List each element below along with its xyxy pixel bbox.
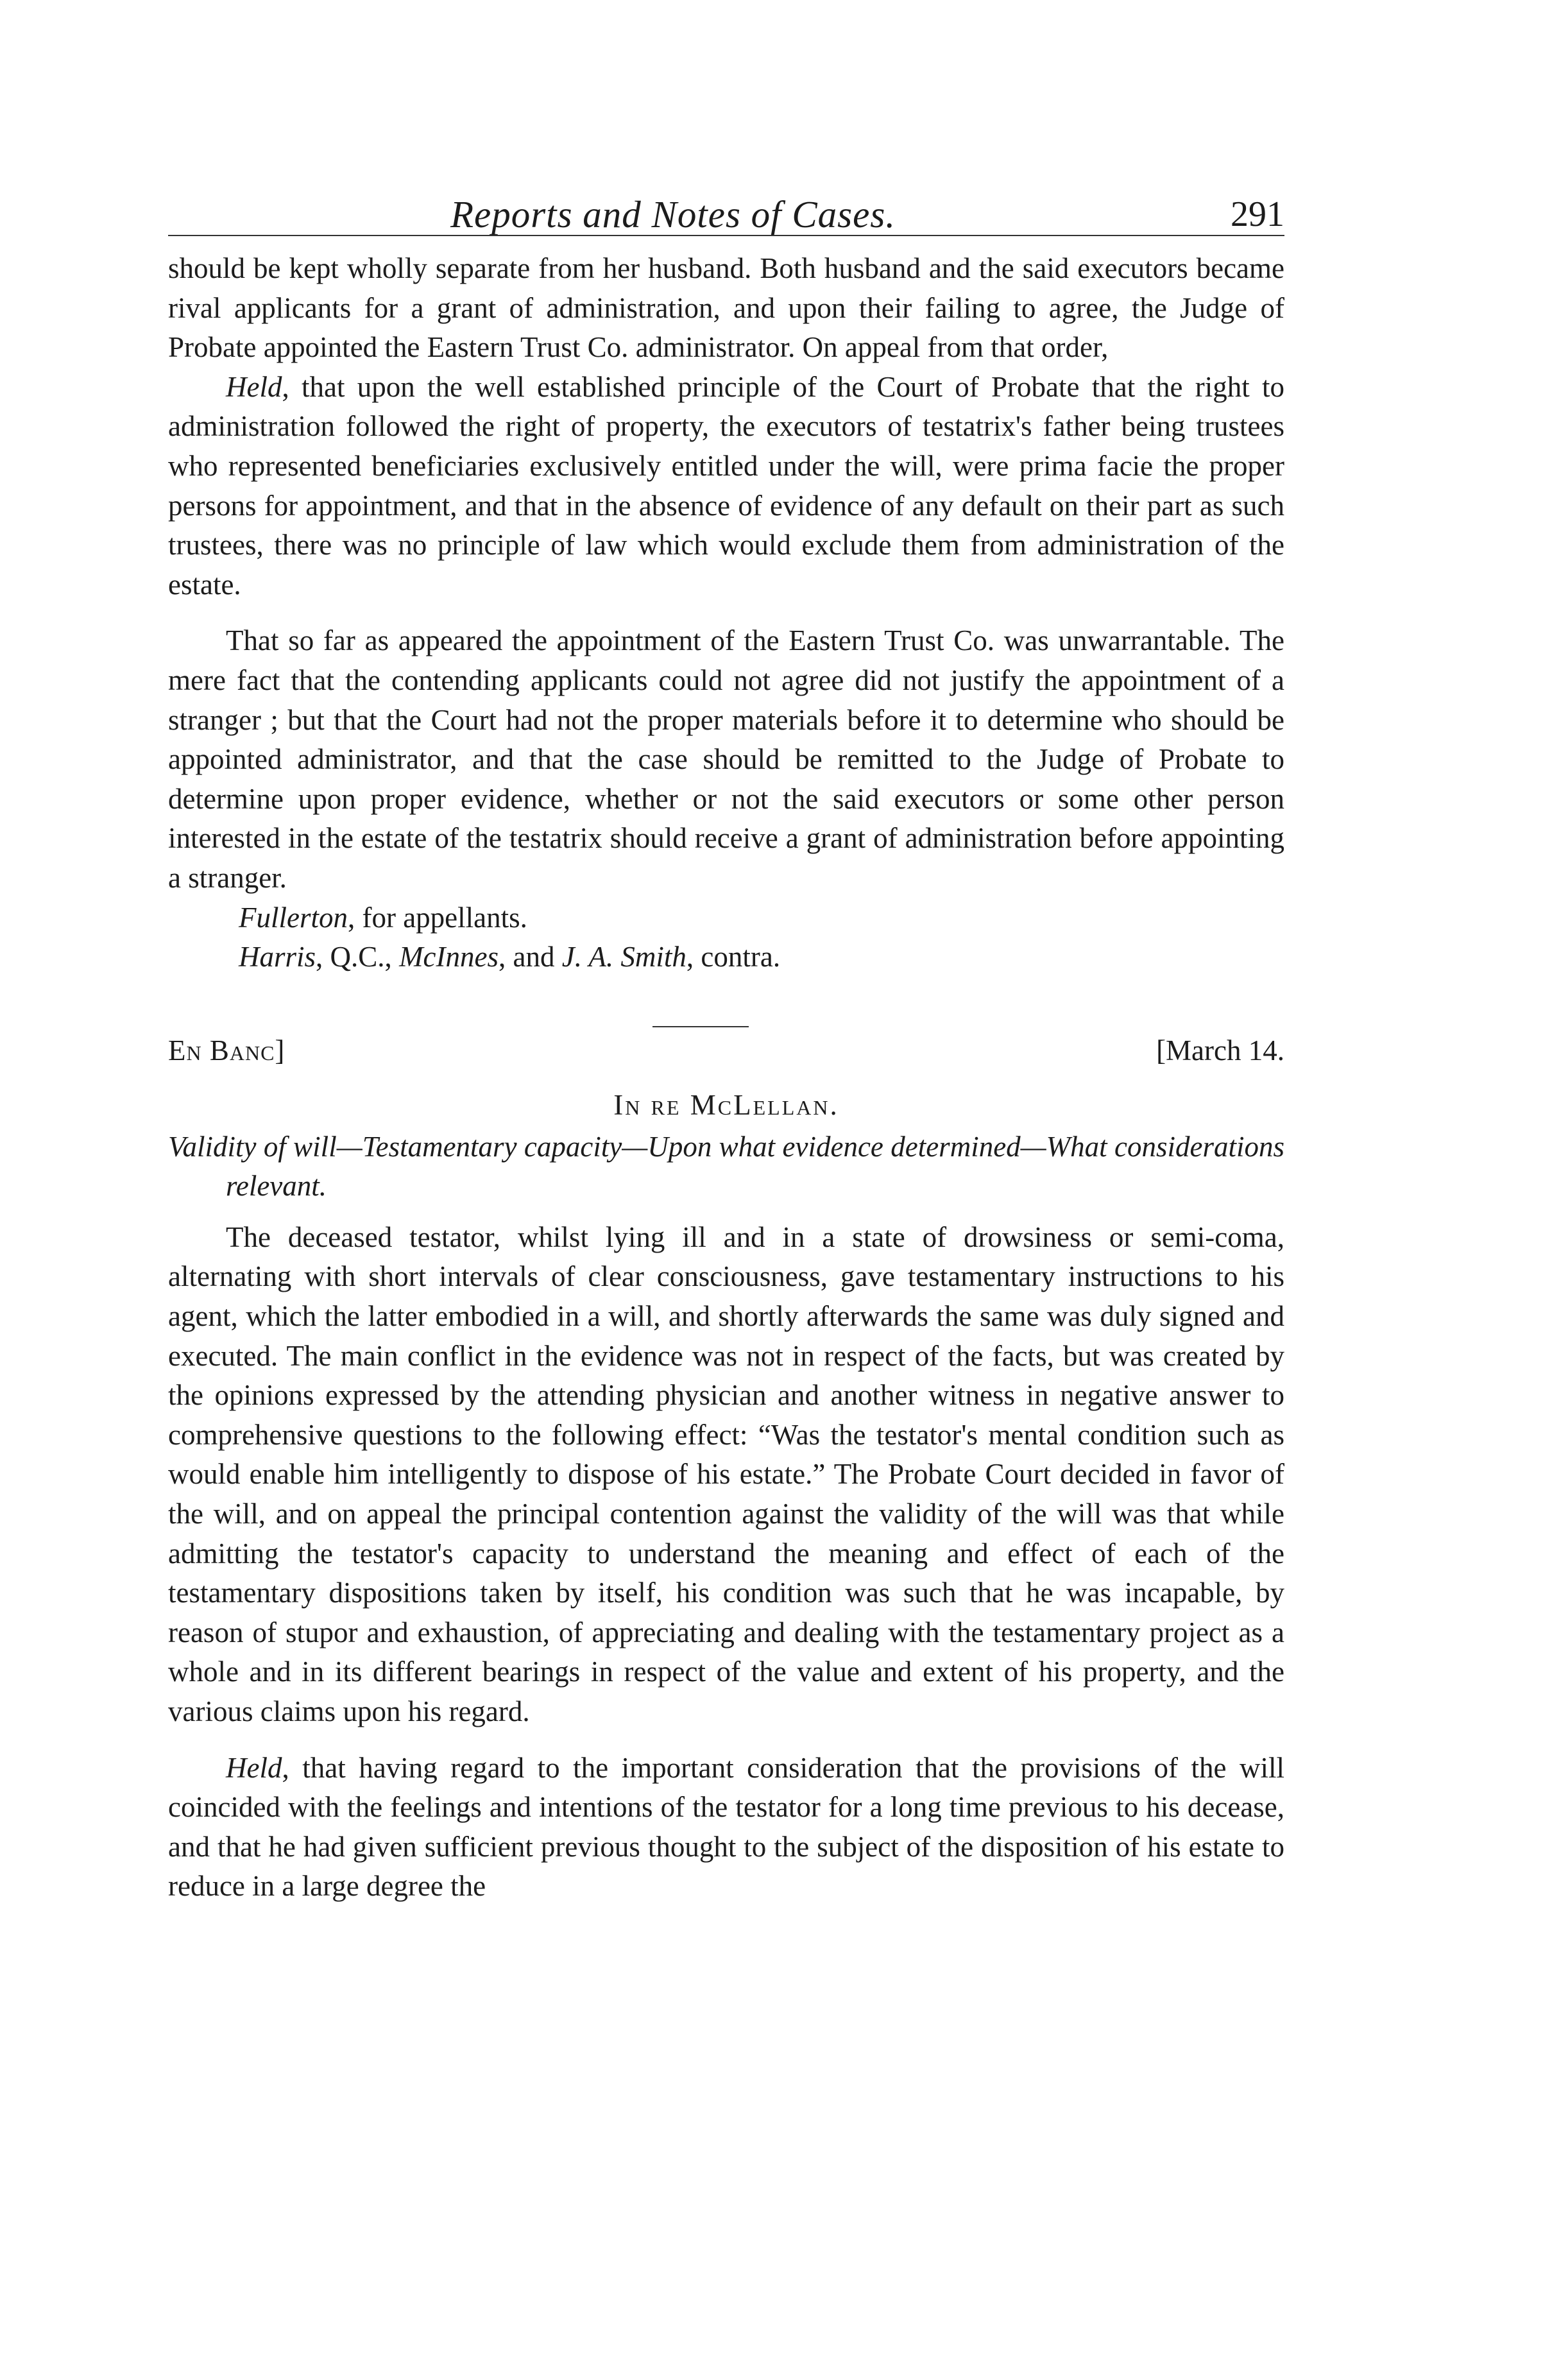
case-one-held-paragraph	[168, 368, 1284, 605]
held-label: Held	[226, 370, 282, 403]
paragraph-gap	[168, 1732, 1284, 1749]
divider-rule	[652, 1026, 749, 1027]
counsel-contra	[168, 937, 1284, 977]
counsel-role: , for appellants.	[347, 901, 527, 934]
running-head	[168, 167, 1284, 237]
held-text: , that having regard to the important consideration that the provisions of the will coincided with the feelings and intentions of the testator for a long time previous to his decease, and that he had given sufficient previous thought to the subject of the disposition of his estate to reduce in a large degree the	[168, 1751, 1284, 1903]
court-label: En Banc]	[168, 1034, 286, 1066]
paragraph-gap	[168, 604, 1284, 621]
counsel-sep: , Q.C.,	[316, 941, 400, 973]
case-two-paragraph-1: The deceased testator, whilst lying ill and in a state of drowsiness or semi-coma, alternating with short intervals of clear consciousness, gave testamentary instructions to his agent, which the latter embodied in a will, and shortly afterwards the same was duly signed and executed. The main conflict in the evidence was not in respect of the facts, but was created by the opinions expressed by the attending physician and another witness in negative answer to comprehensive questions to the following effect: “Was the testator's mental condition such as would enable him intelligently to dispose of his estate.” The Probate Court decided in favor of the will, and on appeal the principal contention against the validity of the will was that while admitting the testator's capacity to understand the meaning and effect of each of the testamentary dispositions taken by itself, his condition was such that he was incapable, by reason of stupor and exhaustion, of appreciating and dealing with the testamentary project as a whole and in its different bearings in respect of the value and extent of his property, and the various claims upon his regard.	[168, 1220, 1284, 1727]
counsel-name: J. A. Smith	[561, 941, 686, 973]
counsel-name: Fullerton	[239, 901, 348, 934]
headnote: Validity of will—Testamentary capacity—Upon what evidence determined—What considerations relevant.	[168, 1130, 1284, 1203]
counsel-appellants	[168, 898, 1284, 938]
case-two-body	[168, 1218, 1284, 1906]
case-one-body	[168, 249, 1284, 977]
case-divider	[168, 1003, 1284, 1080]
case-one-paragraph-1: should be kept wholly separate from her husband. Both husband and the said executors became rival applicants for a grant of administration, and upon their failing to agree, the Judge of Probate appointed the Eastern Trust Co. administrator. On appeal from that order,	[168, 252, 1284, 364]
journal-page	[168, 167, 1284, 1906]
page-number: 291	[1231, 194, 1284, 234]
held-text: , that upon the well established principle of the Court of Probate that the right to administration followed the right of property, the executors of testatrix's father being trustees who represented beneficiaries exclusively entitled under the will, were prima facie the proper persons for appointment, and that in the absence of evidence of any default on their part as such trustees, there was no principle of law which would exclude them from administration of the estate.	[168, 370, 1284, 601]
counsel-name: Harris	[239, 941, 316, 973]
case-two-held-paragraph	[168, 1749, 1284, 1906]
held-label: Held	[226, 1751, 282, 1784]
case-one-paragraph-3: That so far as appeared the appointment of the Eastern Trust Co. was unwarrantable. The mere fact that the contending applicants could not agree did not justify the appointment of a stranger ; but that the Court had not the proper materials before it to determine who should be appointed administrator, and that the case should be remitted to the Judge of Probate to determine upon proper evidence, whether or not the said executors or some other person interested in the estate of the testatrix should receive a grant of administration before appointing a stranger.	[168, 624, 1284, 894]
case-date: [March 14.	[1156, 1034, 1284, 1066]
header-rule	[168, 235, 1284, 236]
case-title: In re McLellan.	[613, 1088, 839, 1121]
counsel-role: , contra.	[686, 941, 781, 973]
counsel-name: McInnes	[399, 941, 499, 973]
running-head-title: Reports and Notes of Cases.	[450, 193, 896, 235]
counsel-sep: , and	[499, 941, 562, 973]
